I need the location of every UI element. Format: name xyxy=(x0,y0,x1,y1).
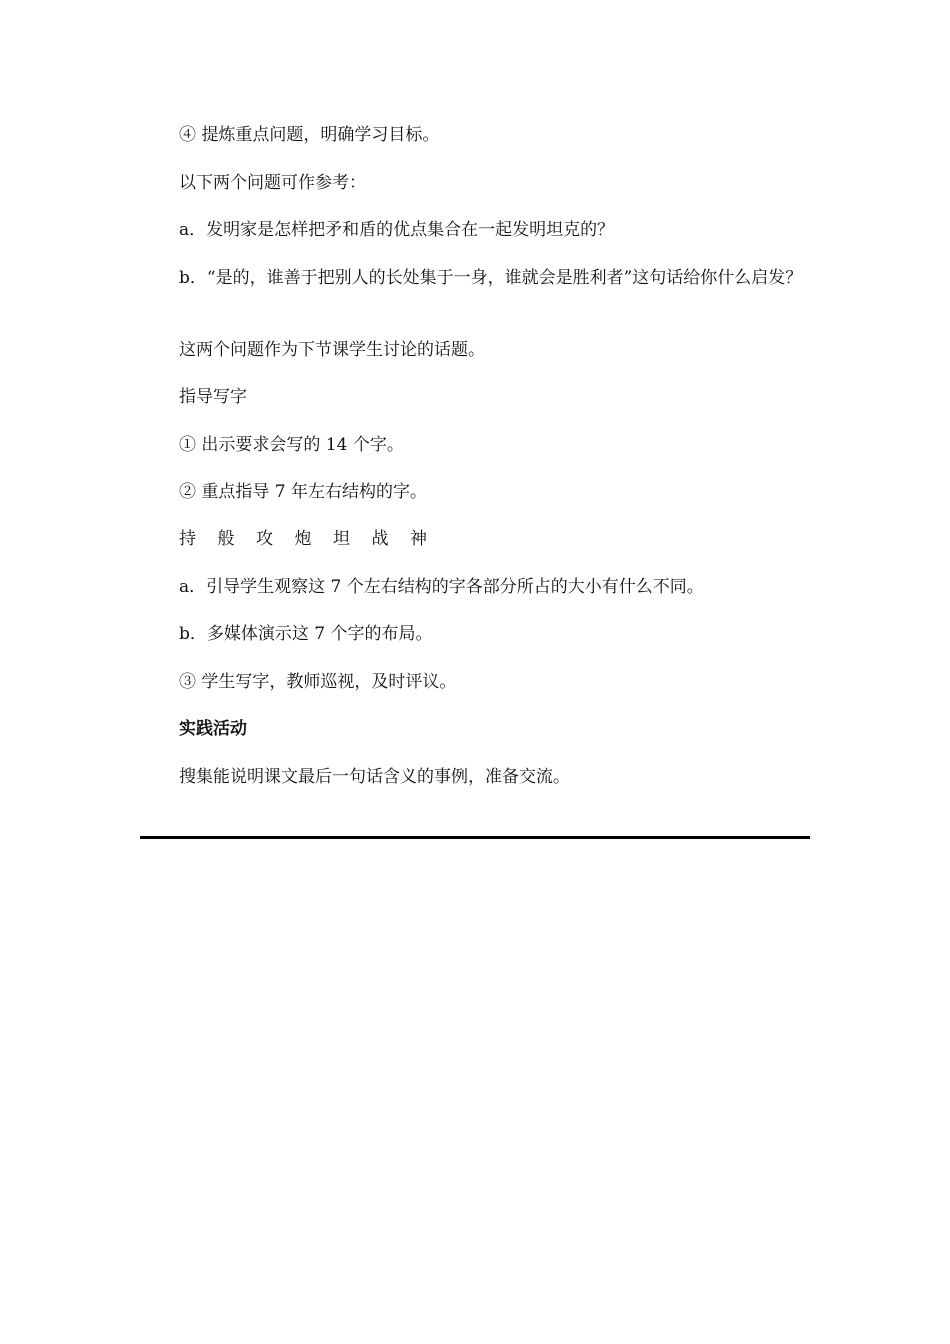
question-b: b．“是的，谁善于把别人的长处集于一身，谁就会是胜利者”这句话给你什么启发？ xyxy=(179,268,803,288)
writing-step-1: ① 出示要求会写的 14 个字。 xyxy=(179,435,404,455)
reference-intro: 以下两个问题可作参考： xyxy=(179,173,366,193)
character-item: 神 xyxy=(410,529,427,549)
writing-step-3: ③ 学生写字，教师巡视，及时评议。 xyxy=(179,672,457,692)
character-item: 持 xyxy=(179,529,196,549)
character-item: 坦 xyxy=(333,529,350,549)
practice-activity-text: 搜集能说明课文最后一句话含义的事例，准备交流。 xyxy=(179,767,570,787)
writing-guidance-title: 指导写字 xyxy=(179,387,247,407)
character-item: 战 xyxy=(371,529,389,549)
question-a: a．发明家是怎样把矛和盾的优点集合在一起发明坦克的？ xyxy=(179,220,615,240)
horizontal-divider xyxy=(140,836,810,839)
discussion-note: 这两个问题作为下节课学生讨论的话题。 xyxy=(179,340,485,360)
step-4-text: ④ 提炼重点问题，明确学习目标。 xyxy=(179,125,440,145)
character-item: 炮 xyxy=(294,529,312,549)
multimedia-demo: b．多媒体演示这 7 个字的布局。 xyxy=(179,624,433,644)
structure-observation: a．引导学生观察这 7 个左右结构的字各部分所占的大小有什么不同。 xyxy=(179,577,704,597)
writing-step-2: ② 重点指导 7 年左右结构的字。 xyxy=(179,482,428,502)
character-list xyxy=(179,527,449,552)
character-item: 般 xyxy=(217,529,235,549)
character-item: 攻 xyxy=(256,529,273,549)
practice-activity-heading: 实践活动 xyxy=(179,719,247,739)
